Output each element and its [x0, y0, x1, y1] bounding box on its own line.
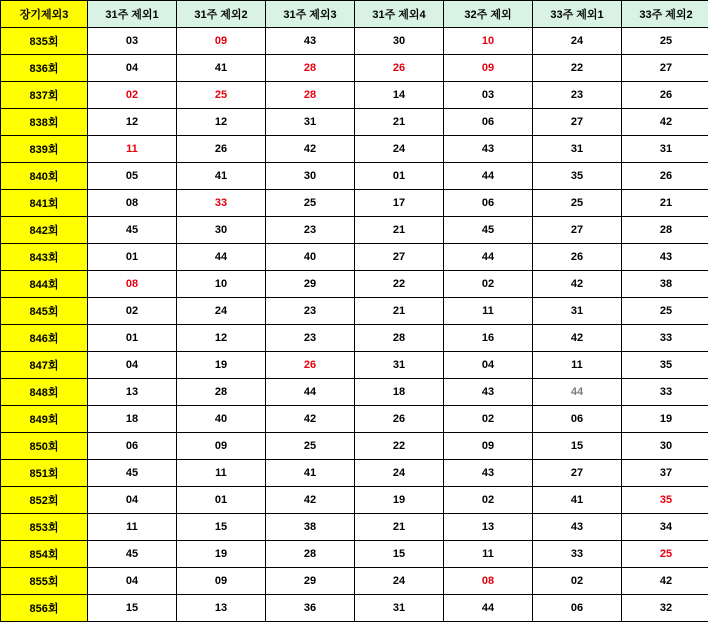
- number-cell: 04: [88, 568, 177, 595]
- number-cell: 06: [88, 433, 177, 460]
- number-cell: 41: [177, 55, 266, 82]
- number-cell: 36: [266, 595, 355, 622]
- number-cell: 42: [622, 109, 708, 136]
- column-header-1: 31주 제외1: [88, 1, 177, 28]
- number-cell: 28: [177, 379, 266, 406]
- table-row: [1, 514, 708, 541]
- number-cell: 09: [444, 55, 533, 82]
- number-cell: 09: [177, 568, 266, 595]
- number-cell: 24: [177, 298, 266, 325]
- number-cell: 01: [355, 163, 444, 190]
- table-row: [1, 28, 708, 55]
- number-cell: 45: [88, 541, 177, 568]
- round-label: 851회: [1, 460, 88, 487]
- table-row: [1, 298, 708, 325]
- column-header-3: 31주 제외3: [266, 1, 355, 28]
- number-cell: 02: [444, 406, 533, 433]
- number-cell: 21: [355, 217, 444, 244]
- number-cell: 35: [622, 487, 708, 514]
- number-cell: 42: [533, 271, 622, 298]
- number-cell: 32: [622, 595, 708, 622]
- round-label: 844회: [1, 271, 88, 298]
- number-cell: 44: [266, 379, 355, 406]
- number-cell: 21: [355, 298, 444, 325]
- number-cell: 21: [622, 190, 708, 217]
- table-row: [1, 163, 708, 190]
- number-cell: 01: [88, 325, 177, 352]
- number-cell: 11: [88, 514, 177, 541]
- number-cell: 15: [88, 595, 177, 622]
- number-cell: 09: [444, 433, 533, 460]
- number-cell: 02: [533, 568, 622, 595]
- number-cell: 40: [266, 244, 355, 271]
- number-cell: 25: [622, 28, 708, 55]
- number-cell: 03: [444, 82, 533, 109]
- number-cell: 43: [444, 379, 533, 406]
- number-cell: 28: [622, 217, 708, 244]
- number-cell: 03: [88, 28, 177, 55]
- number-cell: 29: [266, 568, 355, 595]
- number-cell: 26: [266, 352, 355, 379]
- table-row: [1, 487, 708, 514]
- number-cell: 26: [622, 82, 708, 109]
- number-cell: 42: [622, 568, 708, 595]
- round-label: 845회: [1, 298, 88, 325]
- round-label: 856회: [1, 595, 88, 622]
- number-cell: 27: [533, 460, 622, 487]
- table-row: [1, 541, 708, 568]
- number-cell: 08: [444, 568, 533, 595]
- number-cell: 15: [355, 541, 444, 568]
- number-cell: 25: [266, 190, 355, 217]
- number-cell: 27: [533, 217, 622, 244]
- round-label: 850회: [1, 433, 88, 460]
- number-cell: 45: [444, 217, 533, 244]
- round-label: 835회: [1, 28, 88, 55]
- number-cell: 42: [533, 325, 622, 352]
- number-cell: 11: [444, 298, 533, 325]
- number-cell: 35: [533, 163, 622, 190]
- round-label: 841회: [1, 190, 88, 217]
- number-cell: 33: [177, 190, 266, 217]
- column-header-7: 33주 제외2: [622, 1, 708, 28]
- number-cell: 23: [266, 325, 355, 352]
- number-cell: 31: [355, 352, 444, 379]
- number-cell: 34: [622, 514, 708, 541]
- number-cell: 44: [533, 379, 622, 406]
- number-cell: 41: [177, 163, 266, 190]
- number-cell: 38: [622, 271, 708, 298]
- table-row: [1, 595, 708, 622]
- number-cell: 44: [444, 163, 533, 190]
- number-cell: 17: [355, 190, 444, 217]
- column-header-5: 32주 제외: [444, 1, 533, 28]
- number-cell: 08: [88, 271, 177, 298]
- table-row: [1, 568, 708, 595]
- number-cell: 42: [266, 487, 355, 514]
- column-header-round: 장기제외3: [1, 1, 88, 28]
- round-label: 843회: [1, 244, 88, 271]
- table-row: [1, 190, 708, 217]
- number-cell: 29: [266, 271, 355, 298]
- number-cell: 31: [622, 136, 708, 163]
- number-cell: 24: [355, 136, 444, 163]
- round-label: 839회: [1, 136, 88, 163]
- table-row: [1, 325, 708, 352]
- number-cell: 43: [444, 460, 533, 487]
- round-label: 855회: [1, 568, 88, 595]
- number-cell: 30: [177, 217, 266, 244]
- number-cell: 24: [355, 460, 444, 487]
- column-header-6: 33주 제외1: [533, 1, 622, 28]
- number-cell: 38: [266, 514, 355, 541]
- number-cell: 30: [622, 433, 708, 460]
- number-cell: 26: [622, 163, 708, 190]
- number-cell: 21: [355, 514, 444, 541]
- number-cell: 09: [177, 433, 266, 460]
- number-cell: 25: [533, 190, 622, 217]
- number-cell: 26: [177, 136, 266, 163]
- number-cell: 27: [533, 109, 622, 136]
- number-cell: 19: [622, 406, 708, 433]
- number-cell: 09: [177, 28, 266, 55]
- table-row: [1, 379, 708, 406]
- number-cell: 15: [533, 433, 622, 460]
- number-cell: 25: [622, 298, 708, 325]
- number-cell: 18: [355, 379, 444, 406]
- number-cell: 26: [355, 406, 444, 433]
- column-header-4: 31주 제외4: [355, 1, 444, 28]
- number-cell: 43: [444, 136, 533, 163]
- number-cell: 19: [355, 487, 444, 514]
- table-row: [1, 55, 708, 82]
- number-cell: 37: [622, 460, 708, 487]
- number-cell: 01: [88, 244, 177, 271]
- number-cell: 23: [266, 217, 355, 244]
- table-row: [1, 460, 708, 487]
- table-row: [1, 244, 708, 271]
- number-cell: 44: [177, 244, 266, 271]
- column-header-2: 31주 제외2: [177, 1, 266, 28]
- number-cell: 19: [177, 352, 266, 379]
- round-label: 848회: [1, 379, 88, 406]
- table-row: [1, 136, 708, 163]
- round-label: 846회: [1, 325, 88, 352]
- number-cell: 26: [355, 55, 444, 82]
- table-row: [1, 109, 708, 136]
- number-cell: 33: [533, 541, 622, 568]
- number-cell: 11: [177, 460, 266, 487]
- number-cell: 02: [444, 271, 533, 298]
- table-row: [1, 352, 708, 379]
- number-cell: 28: [266, 541, 355, 568]
- number-cell: 16: [444, 325, 533, 352]
- number-cell: 43: [266, 28, 355, 55]
- number-cell: 43: [533, 514, 622, 541]
- number-cell: 04: [88, 55, 177, 82]
- number-cell: 06: [444, 109, 533, 136]
- number-cell: 21: [355, 109, 444, 136]
- number-cell: 40: [177, 406, 266, 433]
- number-cell: 22: [355, 271, 444, 298]
- number-cell: 45: [88, 460, 177, 487]
- number-cell: 14: [355, 82, 444, 109]
- table-body: [1, 28, 708, 622]
- number-cell: 24: [355, 568, 444, 595]
- number-cell: 04: [88, 487, 177, 514]
- number-cell: 13: [88, 379, 177, 406]
- number-cell: 06: [444, 190, 533, 217]
- number-cell: 41: [533, 487, 622, 514]
- number-cell: 23: [533, 82, 622, 109]
- number-cell: 04: [444, 352, 533, 379]
- number-cell: 06: [533, 595, 622, 622]
- round-label: 847회: [1, 352, 88, 379]
- number-cell: 22: [355, 433, 444, 460]
- table-row: [1, 271, 708, 298]
- round-label: 838회: [1, 109, 88, 136]
- number-cell: 11: [444, 541, 533, 568]
- number-cell: 42: [266, 136, 355, 163]
- number-cell: 33: [622, 325, 708, 352]
- number-cell: 35: [622, 352, 708, 379]
- round-label: 836회: [1, 55, 88, 82]
- number-cell: 25: [622, 541, 708, 568]
- number-cell: 08: [88, 190, 177, 217]
- number-cell: 44: [444, 595, 533, 622]
- number-cell: 12: [88, 109, 177, 136]
- number-cell: 23: [266, 298, 355, 325]
- number-cell: 42: [266, 406, 355, 433]
- number-cell: 22: [533, 55, 622, 82]
- number-cell: 02: [88, 298, 177, 325]
- round-label: 840회: [1, 163, 88, 190]
- number-cell: 31: [355, 595, 444, 622]
- number-cell: 12: [177, 325, 266, 352]
- number-cell: 19: [177, 541, 266, 568]
- number-cell: 11: [533, 352, 622, 379]
- round-label: 849회: [1, 406, 88, 433]
- number-cell: 25: [177, 82, 266, 109]
- number-cell: 33: [622, 379, 708, 406]
- table-header: [1, 1, 708, 28]
- number-cell: 24: [533, 28, 622, 55]
- number-cell: 13: [444, 514, 533, 541]
- number-cell: 15: [177, 514, 266, 541]
- number-cell: 27: [622, 55, 708, 82]
- number-cell: 31: [266, 109, 355, 136]
- number-cell: 02: [444, 487, 533, 514]
- number-cell: 10: [177, 271, 266, 298]
- number-cell: 10: [444, 28, 533, 55]
- table-header-row: [1, 1, 708, 28]
- number-cell: 41: [266, 460, 355, 487]
- round-label: 854회: [1, 541, 88, 568]
- number-cell: 28: [266, 55, 355, 82]
- number-cell: 28: [266, 82, 355, 109]
- number-cell: 43: [622, 244, 708, 271]
- number-cell: 05: [88, 163, 177, 190]
- number-cell: 27: [355, 244, 444, 271]
- round-label: 837회: [1, 82, 88, 109]
- round-label: 842회: [1, 217, 88, 244]
- number-cell: 30: [355, 28, 444, 55]
- number-cell: 18: [88, 406, 177, 433]
- number-cell: 25: [266, 433, 355, 460]
- table-row: [1, 217, 708, 244]
- number-cell: 12: [177, 109, 266, 136]
- number-cell: 31: [533, 136, 622, 163]
- table-row: [1, 433, 708, 460]
- number-cell: 26: [533, 244, 622, 271]
- round-label: 853회: [1, 514, 88, 541]
- number-cell: 06: [533, 406, 622, 433]
- table-row: [1, 82, 708, 109]
- number-cell: 28: [355, 325, 444, 352]
- number-cell: 30: [266, 163, 355, 190]
- number-cell: 01: [177, 487, 266, 514]
- number-cell: 44: [444, 244, 533, 271]
- number-cell: 04: [88, 352, 177, 379]
- number-cell: 45: [88, 217, 177, 244]
- number-cell: 13: [177, 595, 266, 622]
- round-label: 852회: [1, 487, 88, 514]
- table-row: [1, 406, 708, 433]
- number-cell: 11: [88, 136, 177, 163]
- number-cell: 31: [533, 298, 622, 325]
- number-cell: 02: [88, 82, 177, 109]
